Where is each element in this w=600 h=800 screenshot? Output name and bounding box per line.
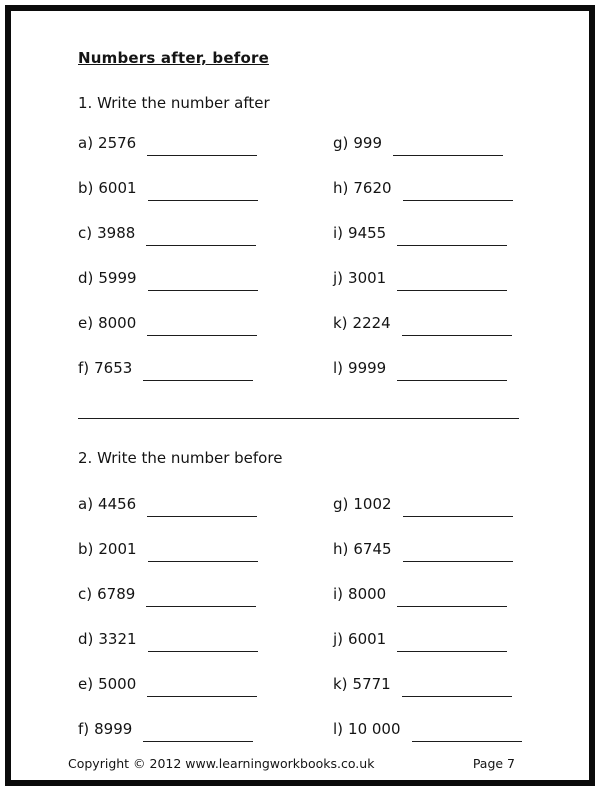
answer-blank[interactable] bbox=[397, 230, 507, 246]
answer-blank[interactable] bbox=[393, 140, 503, 156]
exercise-item bbox=[78, 616, 333, 661]
item-number: 3988 bbox=[97, 223, 136, 242]
page-title: Numbers after, before bbox=[78, 49, 269, 67]
item-label: e) bbox=[78, 674, 94, 693]
item-number: 5771 bbox=[352, 674, 391, 693]
section-2-items bbox=[78, 481, 589, 751]
exercise-item bbox=[333, 661, 589, 706]
item-number: 8000 bbox=[348, 584, 387, 603]
exercise-item bbox=[78, 345, 333, 390]
section-2-left-column bbox=[78, 481, 333, 751]
item-number: 6745 bbox=[353, 539, 392, 558]
exercise-item bbox=[333, 616, 589, 661]
item-number: 5999 bbox=[98, 268, 137, 287]
exercise-item bbox=[333, 120, 589, 165]
item-number: 5000 bbox=[98, 674, 137, 693]
worksheet-page bbox=[5, 5, 595, 786]
exercise-item bbox=[78, 526, 333, 571]
answer-blank[interactable] bbox=[412, 726, 522, 742]
exercise-item bbox=[78, 255, 333, 300]
item-number: 3321 bbox=[98, 629, 137, 648]
answer-blank[interactable] bbox=[148, 546, 258, 562]
item-label: f) bbox=[78, 719, 90, 738]
exercise-item bbox=[78, 165, 333, 210]
answer-blank[interactable] bbox=[403, 501, 513, 517]
item-label: d) bbox=[78, 268, 94, 287]
answer-blank[interactable] bbox=[146, 230, 256, 246]
item-number: 9999 bbox=[348, 358, 387, 377]
section-2-right-column bbox=[333, 481, 589, 751]
item-label: j) bbox=[333, 629, 344, 648]
item-number: 7620 bbox=[353, 178, 392, 197]
item-label: c) bbox=[78, 223, 93, 242]
item-label: l) bbox=[333, 358, 344, 377]
section-1-heading: 1. Write the number after bbox=[78, 94, 270, 112]
exercise-item bbox=[78, 481, 333, 526]
item-number: 8999 bbox=[94, 719, 133, 738]
item-number: 999 bbox=[353, 133, 383, 152]
item-number: 4456 bbox=[98, 494, 137, 513]
answer-blank[interactable] bbox=[402, 320, 512, 336]
item-label: h) bbox=[333, 539, 349, 558]
item-number: 2576 bbox=[98, 133, 137, 152]
item-label: g) bbox=[333, 494, 349, 513]
item-number: 7653 bbox=[94, 358, 133, 377]
exercise-item bbox=[333, 526, 589, 571]
item-label: h) bbox=[333, 178, 349, 197]
item-label: a) bbox=[78, 133, 94, 152]
answer-blank[interactable] bbox=[147, 681, 257, 697]
exercise-item bbox=[78, 120, 333, 165]
answer-blank[interactable] bbox=[146, 591, 256, 607]
item-label: g) bbox=[333, 133, 349, 152]
item-number: 2224 bbox=[352, 313, 391, 332]
page-footer bbox=[68, 756, 515, 771]
item-label: i) bbox=[333, 584, 344, 603]
item-label: l) bbox=[333, 719, 344, 738]
exercise-item bbox=[333, 571, 589, 616]
item-number: 3001 bbox=[348, 268, 387, 287]
answer-blank[interactable] bbox=[148, 636, 258, 652]
answer-blank[interactable] bbox=[397, 365, 507, 381]
answer-blank[interactable] bbox=[403, 546, 513, 562]
section-divider bbox=[78, 418, 519, 419]
item-number: 6001 bbox=[98, 178, 137, 197]
exercise-item bbox=[78, 300, 333, 345]
answer-blank[interactable] bbox=[143, 726, 253, 742]
item-label: e) bbox=[78, 313, 94, 332]
exercise-item bbox=[78, 706, 333, 751]
exercise-item bbox=[333, 481, 589, 526]
exercise-item bbox=[333, 165, 589, 210]
section-1-right-column bbox=[333, 120, 589, 390]
answer-blank[interactable] bbox=[148, 185, 258, 201]
item-number: 6001 bbox=[348, 629, 387, 648]
item-label: b) bbox=[78, 539, 94, 558]
item-number: 8000 bbox=[98, 313, 137, 332]
answer-blank[interactable] bbox=[148, 275, 258, 291]
item-label: k) bbox=[333, 313, 348, 332]
answer-blank[interactable] bbox=[397, 636, 507, 652]
answer-blank[interactable] bbox=[147, 140, 257, 156]
item-number: 9455 bbox=[348, 223, 387, 242]
answer-blank[interactable] bbox=[403, 185, 513, 201]
footer-page-number: Page 7 bbox=[472, 756, 515, 771]
item-label: a) bbox=[78, 494, 94, 513]
footer-copyright: Copyright © 2012 www.learningworkbooks.co.uk bbox=[68, 756, 375, 771]
item-number: 1002 bbox=[353, 494, 392, 513]
page-content bbox=[11, 11, 589, 780]
answer-blank[interactable] bbox=[143, 365, 253, 381]
item-label: d) bbox=[78, 629, 94, 648]
exercise-item bbox=[78, 661, 333, 706]
section-1-items bbox=[78, 120, 589, 390]
exercise-item bbox=[333, 706, 589, 751]
section-2-heading: 2. Write the number before bbox=[78, 449, 283, 467]
item-number: 2001 bbox=[98, 539, 137, 558]
item-label: i) bbox=[333, 223, 344, 242]
item-label: k) bbox=[333, 674, 348, 693]
section-1-left-column bbox=[78, 120, 333, 390]
exercise-item bbox=[333, 345, 589, 390]
item-label: c) bbox=[78, 584, 93, 603]
exercise-item bbox=[333, 210, 589, 255]
item-number: 6789 bbox=[97, 584, 136, 603]
answer-blank[interactable] bbox=[147, 501, 257, 517]
exercise-item bbox=[78, 210, 333, 255]
answer-blank[interactable] bbox=[397, 275, 507, 291]
item-label: j) bbox=[333, 268, 344, 287]
exercise-item bbox=[333, 255, 589, 300]
answer-blank[interactable] bbox=[402, 681, 512, 697]
answer-blank[interactable] bbox=[147, 320, 257, 336]
exercise-item bbox=[78, 571, 333, 616]
item-label: b) bbox=[78, 178, 94, 197]
exercise-item bbox=[333, 300, 589, 345]
answer-blank[interactable] bbox=[397, 591, 507, 607]
item-number: 10 000 bbox=[348, 719, 401, 738]
item-label: f) bbox=[78, 358, 90, 377]
